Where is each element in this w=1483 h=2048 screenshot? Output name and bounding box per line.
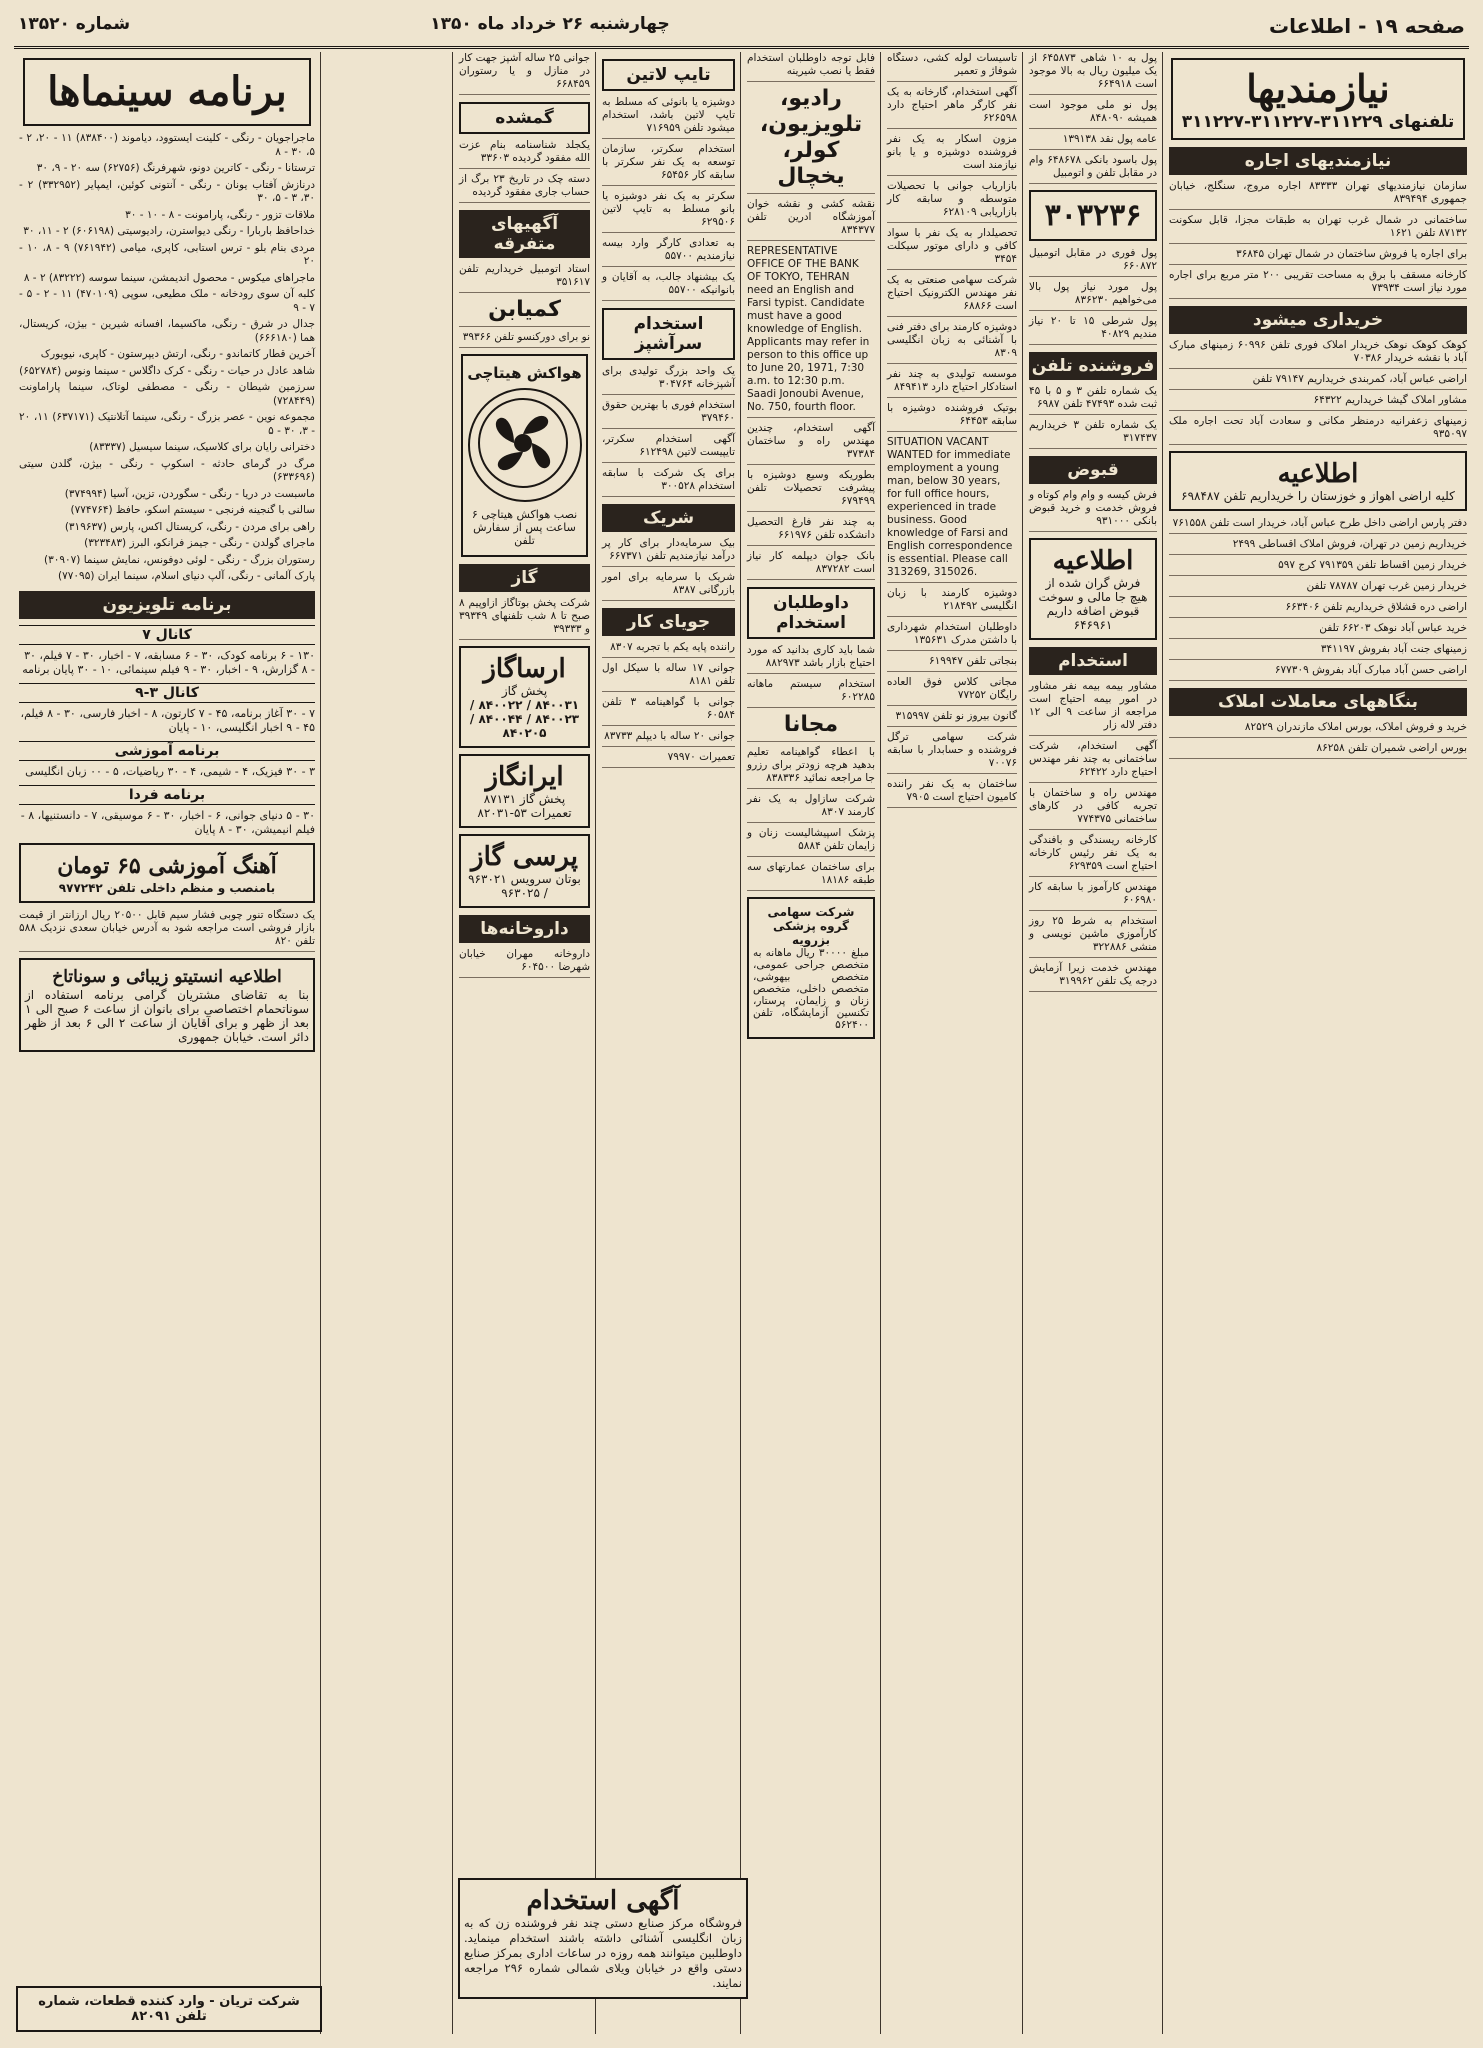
ad-item: برای یک شرکت با سابقه استخدام ۳۰۰۵۲۸ bbox=[602, 467, 735, 497]
ad-item: دوشیزه کارمند با زبان انگلیسی ۲۱۸۴۹۲ bbox=[887, 587, 1017, 617]
arsagaz-phones: ۸۴۰۰۳۱ / ۸۴۰۰۲۲ / ۸۴۰۰۲۳ / ۸۴۰۰۴۴ / ۸۴۰۲۰۵ bbox=[469, 698, 580, 740]
classifieds-title-box bbox=[1171, 58, 1465, 140]
ad-item: مجانی کلاس فوق العاده رایگان ۷۷۲۵۲ bbox=[887, 676, 1017, 706]
ad-item: مهندس خدمت زیرا آزمایش درجه یک تلفن ۳۱۹۹۶۲ bbox=[1029, 962, 1157, 992]
ad-item: تأسیسات لوله کشی، دستگاه شوفاژ و تعمیر bbox=[887, 52, 1017, 82]
ad-item: به تعدادی کارگر وارد بیسه نیازمندیم ۵۵۷۰۰ bbox=[602, 237, 735, 267]
cinema-item: ماجرای گولدن - رنگی - جیمز فرانکو، البرز (۳۲۳۴۸۳) bbox=[84, 537, 315, 549]
ad-item: مشاور املاک گیشا خریداریم ۶۴۳۲۲ bbox=[1169, 394, 1467, 411]
footer-company-ad: شرکت تریان - وارد کننده قطعات، شماره تلفن ۸۲۰۹۱ bbox=[16, 1986, 322, 2032]
cinema-item: شاهد عادل در حیات - رنگی - کرک داگلاس - سینما ونوس (۶۵۲۷۸۴) bbox=[19, 364, 315, 377]
arsagaz-ad bbox=[459, 646, 590, 748]
ad-item: نو برای دورکنسو تلفن ۳۹۳۶۶ bbox=[459, 331, 590, 348]
beauty-institute-ad bbox=[19, 958, 315, 1052]
persigaz-subtitle: بوتان سرویس ۹۶۳۰۲۱ / ۹۶۳۰۲۵ bbox=[468, 872, 581, 900]
ad-item: کارخانه مسقف با برق به مساحت تقریبی ۲۰۰ متر مربع برای اجاره مورد نیاز است ۷۳۹۳۴ bbox=[1169, 269, 1467, 299]
ad-item: موسسه تولیدی به چند نفر استادکار احتیاج دارد ۸۴۹۴۱۳ bbox=[887, 368, 1017, 398]
ad-item: پول به ۱۰ شاهی ۶۴۵۸۷۳ از یک میلیون ریال به بالا موجود است ۶۶۴۹۱۸ bbox=[1029, 52, 1157, 95]
ad-item: استخدام سیستم ماهانه ۶۰۲۲۸۵ bbox=[747, 678, 875, 708]
ad-item: آگهی استخدام، شرکت ساختمانی به چند نفر مهندس احتیاج دارد ۶۲۴۲۲ bbox=[1029, 740, 1157, 783]
ad-item: اراضی حسن آباد مبارک آباد بفروش ۶۷۷۳۰۹ bbox=[1169, 664, 1467, 681]
cinema-item: راهی برای مردن - رنگی، کریستال اکس، پارس (۳۱۹۶۳۷) bbox=[64, 520, 315, 533]
ad-item: بنجاتی تلفن ۶۱۹۹۴۷ bbox=[887, 655, 1017, 672]
ad-item: به چند نفر فارغ التحصیل دانشکده تلفن ۶۶۱۹۷۶ bbox=[747, 516, 875, 546]
ad-item: بانک جوان دیپلمه کار نیاز است ۸۳۷۲۸۲ bbox=[747, 550, 875, 580]
ad-item: جوانی ۱۷ ساله با سیکل اول تلفن ۸۱۸۱ bbox=[602, 662, 735, 692]
section-hire: استخدام bbox=[1029, 647, 1157, 675]
ad-item: پول نو ملی موجود است همیشه ۸۴۸۰۹۰ bbox=[1029, 99, 1157, 129]
ad-item: داروخانه مهران خیابان شهرضا ۶۰۴۵۰۰ bbox=[459, 948, 590, 978]
cinema-item: پارک آلمانی - رنگی، آلپ دنیای اسلام، سینما ایران (۷۷۰۹۵) bbox=[58, 570, 315, 582]
big-number-ad bbox=[1029, 190, 1157, 241]
persigaz-title: پرسی گاز bbox=[471, 842, 578, 872]
cinema-item: مرگ در گرمای حادثه - اسکوپ - رنگی - بیژن، گلدن سیتی (۶۳۳۶۹۶) bbox=[19, 457, 315, 483]
irangaz-ad bbox=[459, 754, 590, 828]
ad-item: کارخانه ریسندگی و بافندگی به یک نفر رئیس کارخانه احتیاج است ۶۲۹۳۵۹ bbox=[1029, 834, 1157, 877]
column-divider bbox=[880, 52, 881, 2034]
persigaz-ad bbox=[459, 834, 590, 908]
cinema-title: برنامه سینماها bbox=[23, 58, 311, 126]
ad-headline: مجانا bbox=[783, 712, 839, 737]
ad-item: یک شماره تلفن ۳ و ۵ با ۴۵ ثبت شده ۴۷۴۹۳ تلفن ۶۹۸۷ bbox=[1029, 385, 1157, 415]
section-volunteers: داوطلبان استخدام bbox=[747, 587, 875, 639]
ad-item: خریداریم زمین در تهران، فروش املاک اقساطی ۲۴۹۹ bbox=[1169, 538, 1467, 555]
cinema-item: مردی بنام بلو - ترس استابی، کاپری، میامی (۷۶۱۹۴۲) ۹ - ۸، ۱۰ - ۲۰ bbox=[19, 241, 315, 267]
ad-item bbox=[459, 297, 590, 327]
ad-item: مشاور بیمه بیمه نفر مشاور در امور بیمه احتیاج است مراجعه از ساعت ۹ الی ۱۲ دفتر لاله زار bbox=[1029, 680, 1157, 736]
ad-item: پول باسود بانکی ۶۴۸۶۷۸ وام در مقابل تلفن و اتومبیل bbox=[1029, 154, 1157, 184]
hitachi-subtitle: نصب هواکش هیتاچی ۶ ساعت پس از سفارش تلفن bbox=[471, 508, 578, 547]
medical-group-title: شرکت سهامی گروه پزشکی بزرویه bbox=[767, 905, 855, 947]
cinema-listings bbox=[19, 132, 315, 584]
ad-item: شرکت سازاول به یک نفر کارمند ۸۳۰۷ bbox=[747, 793, 875, 823]
page-header-right: صفحه ۱۹ - اطلاعات bbox=[1268, 14, 1465, 38]
section-pharmacy: داروخانه‌ها bbox=[459, 915, 590, 943]
hitachi-brand: هواکش هیتاچی bbox=[467, 364, 582, 382]
tv-education-text: ۳ - ۳۰ فیزیک، ۴ - شیمی، ۴ - ۳۰ ریاضیات، ۵ - ۰۰ زبان انگلیسی bbox=[25, 764, 315, 778]
cinema-item: مجموعه نوین - عصر بزرگ - رنگی، سینما آتلانتیک (۶۳۷۱۷۱) ۱۱، ۲۰ - ۳، ۳۰ - ۵ bbox=[19, 411, 316, 437]
hitachi-fan-ad bbox=[461, 354, 588, 557]
cinema-item: آخرین قطار کاتماندو - رنگی، ارتش دیپرستون - کاپری، نیویورک bbox=[40, 348, 315, 360]
ad-item: بورس اراضی شمیران تلفن ۸۶۲۵۸ bbox=[1169, 742, 1467, 759]
section-phone-sale: فروشنده تلفن bbox=[1029, 352, 1157, 380]
column-classifieds-header bbox=[1164, 52, 1472, 2034]
column-divider bbox=[740, 52, 741, 2034]
cinema-item: ملاقات تزور - رنگی، پارامونت - ۸ - ۱۰ - ۳۰ bbox=[125, 208, 315, 221]
handicraft-hire-text: فروشگاه مرکز صنایع دستی چند نفر فروشنده زن که به زبان انگلیسی آشنائی داشته باشند استخدام مینماید. داوطلبین میتوانند همه روزه در ساعات اداری بمرکز صنایع دستی واقع در خیابان ویلای شمالی شماره ۲۹۶ مراجعه نمایند. bbox=[464, 1916, 742, 1990]
ad-item: دفتر پارس اراضی داخل طرح عباس آباد، خریدار است تلفن ۷۶۱۵۵۸ bbox=[1169, 517, 1467, 534]
ad-item: فرش کیسه و وام وام کوتاه و فروش خدمت و خرید قبوض بانکی ۹۳۱۰۰۰ bbox=[1029, 489, 1157, 532]
ad-item: جوانی ۲۰ ساله با دیپلم ۸۳۷۳۳ bbox=[602, 730, 735, 747]
ad-item: استخدام فوری با بهترین حقوق ۳۷۹۴۶۰ bbox=[602, 399, 735, 429]
column-misc-gas bbox=[454, 52, 595, 2034]
header-rule bbox=[14, 46, 1469, 49]
section-receipts: قبوض bbox=[1029, 456, 1157, 484]
ad-item: عامه پول نقد ۱۳۹۱۳۸ bbox=[1029, 133, 1157, 150]
ad-item: بیک سرمایه‌دار برای کار پر درآمد نیازمندیم تلفن ۶۶۷۳۷۱ bbox=[602, 537, 735, 567]
column-volunteers bbox=[742, 52, 880, 2034]
section-job-seekers: جویای کار bbox=[602, 608, 735, 636]
ad-item: تحصیلدار به یک نفر با سواد کافی و دارای موتور سیکلت ۳۴۵۴ bbox=[887, 227, 1017, 270]
section-gas: گاز bbox=[459, 564, 590, 592]
ad-item: تعمیرات ۷۹۹۷۰ bbox=[602, 751, 735, 768]
column-divider bbox=[452, 52, 453, 2034]
cinema-item: جدال در شرق - رنگی، ماکسیما، افسانه شیرین - بیژن، کریستال، هما (۶۶۶۱۸۰) bbox=[19, 318, 315, 344]
ad-item: داوطلبان استخدام شهرداری با داشتن مدرک ۱۳۵۶۳۱ bbox=[887, 621, 1017, 651]
cinema-item: سالنی با گنجینه فرنجی - سیستم اسکو، حافظ (۷۷۴۷۶۴) bbox=[70, 504, 315, 516]
ad-item: استخدام سکرتر، سازمان توسعه به یک نفر سکرتر با سابقه کار ۶۵۴۵۶ bbox=[602, 143, 735, 186]
beauty-institute-title: اطلاعیه انستیتو زیبائی و سوناتاخ bbox=[52, 966, 282, 987]
cinema-item: درنازش آفتاب یونان - رنگی - آنتونی کوئین، ایمپایر (۳۳۲۹۵۲) ۲ - ۳۰، ۳ - ۵، ۳۰ bbox=[19, 178, 315, 204]
info-box bbox=[1029, 538, 1157, 640]
page-header-issue: شماره ۱۳۵۲۰ bbox=[18, 14, 131, 34]
column-divider bbox=[320, 52, 321, 2034]
ad-item: یکجلد شناسنامه بنام عزت الله مفقود گردیده ۳۳۶۰۳ bbox=[459, 139, 590, 169]
ad-item: شما باید کاری بدانید که مورد احتیاج بازار باشد ۸۸۲۹۷۳ bbox=[747, 644, 875, 674]
ad-item: یک شماره تلفن ۳ خریداریم ۳۱۷۴۳۷ bbox=[1029, 419, 1157, 449]
ad-item: مزون اسکار به یک نفر فروشنده دوشیزه و یا بانو نیازمند است bbox=[887, 133, 1017, 176]
ad-item: آگهی استخدام، گارخانه به یک نفر کارگر ماهر احتیاج دارد ۶۲۶۵۹۸ bbox=[887, 86, 1017, 129]
ad-item: دسته چک در تاریخ ۲۳ برگ از حساب جاری مفقود گردیده bbox=[459, 173, 590, 203]
ad-item: زمینهای جنت آباد بفروش ۳۴۱۱۹۷ bbox=[1169, 643, 1467, 660]
ad-headline: کمیابن bbox=[488, 297, 561, 322]
ad-item: سازمان نیازمندیهای تهران ۸۳۳۳۳ اجاره مروج، سنگلج، خیابان جمهوری ۸۳۹۴۹۴ bbox=[1169, 180, 1467, 210]
ad-item: پول فوری در مقابل اتومبیل ۶۶۰۸۷۲ bbox=[1029, 247, 1157, 277]
ad-item: یک دستگاه تنور چوبی فشار سیم قابل ۲۰۵۰۰ ریال ارزانتر از قیمت بازار فروشی است مراجعه شود به آدرس خیابان سعدی نزدیک ۵۸۸ تلفن ۸۲۰ bbox=[19, 909, 315, 952]
cinema-item: سرزمین شیطان - رنگی - مصطفی لوتاک، سینما پاراماونت (۷۲۸۴۴۹) bbox=[19, 381, 315, 407]
column-cinema-tv bbox=[14, 52, 320, 2034]
section-misc: آگهیهای متفرقه bbox=[459, 210, 590, 258]
radio-tomorrow: برنامه فردا bbox=[19, 785, 315, 805]
ad-item: آگهی استخدام، چندین مهندس راه و ساختمان ۳۷۳۸۴ bbox=[747, 422, 875, 465]
info-title: اطلاعیه bbox=[1052, 546, 1134, 576]
radio-tomorrow-text: ۳۰ - ۵ دنیای جوانی، ۶ - اخبار، ۳۰ - ۶ موسیقی، ۷ - دانستنیها، ۸ - فیلم انیمیشن، ۳۰ - ۸ پایان bbox=[20, 808, 315, 836]
ad-item: بطوریکه وسیع دوشیزه با پیشرفت تحصیلات تلفن ۶۷۹۴۹۹ bbox=[747, 469, 875, 512]
handicraft-hire-title: آگهی استخدام bbox=[526, 1886, 680, 1916]
ad-item: خریدار زمین غرب تهران ۷۸۷۸۷ تلفن bbox=[1169, 580, 1467, 597]
tv-channel-3-text: ۷ - ۳۰ آغاز برنامه، ۴۵ - ۷ کارتون، ۸ - اخبار فارسی، ۳۰ - ۸ فیلم، ۴۵ - ۹ اخبار انگلیسی، ۱۰ - پایان bbox=[20, 706, 315, 734]
ad-item: فابل توجه داوطلبان استخدام فقط یا نصب شیرینه bbox=[747, 52, 875, 82]
english-ad-bank-of-tokyo: REPRESENTATIVE OFFICE OF THE BANK OF TOKYO, TEHRAN need an English and Farsi typist. Candidate must have a good knowledge of English. Applicants may refer in person to this office up to June 20, 1971, 7:30 a.m. to 12:30 p.m. Saadi Jonoubi Avenue, No. 750, fourth floor. bbox=[747, 245, 875, 418]
column-money-hire bbox=[1024, 52, 1162, 2034]
ad-item: پزشک اسپیشالیست زنان و زایمان تلفن ۵۸۸۴ bbox=[747, 827, 875, 857]
classifieds-title: نیازمندیها bbox=[1246, 66, 1390, 111]
ad-item: راننده پایه یکم با تجربه ۸۳۰۷ bbox=[602, 641, 735, 658]
ad-item: بوتیک فروشنده دوشیزه با سابقه ۶۴۴۵۳ bbox=[887, 402, 1017, 432]
ad-item: ساختمان به یک نفر راننده کامیون احتیاج است ۷۹۰۵ bbox=[887, 778, 1017, 808]
ad-item: مهندس کارآموز با سابقه کار ۶۰۶۹۸۰ bbox=[1029, 881, 1157, 911]
ad-item: خریدار زمین اقساط تلفن ۷۹۱۳۵۹ کرج ۵۹۷ bbox=[1169, 559, 1467, 576]
ad-item: برای ساختمان عمارتهای سه طبقه ۱۸۱۸۶ bbox=[747, 861, 875, 891]
tv-channel-7-text: ۱۳۰ - ۶ برنامه کودک، ۳۰ - ۶ مسابقه، ۷ - اخبار، ۳۰ - ۷ فیلم، ۳۰ - ۸ گزارش، ۹ - اخبار، ۳۰ - ۹ فیلم سینمائی، ۱۰ - ۳۰ پایان برنامه bbox=[22, 648, 315, 676]
tv-section-title: برنامه تلویزیون bbox=[19, 591, 315, 619]
classifieds-phones: تلفنهای ۳۱۱۲۲۹-۳۱۱۲۲۷-۳۱۱۲۲۷ bbox=[1181, 112, 1455, 132]
handicraft-hire-ad bbox=[458, 1878, 748, 1999]
info-text: کلیه اراضی اهواز و خوزستان را خریداریم تلفن ۶۹۸۴۸۷ bbox=[1181, 489, 1455, 503]
ad-item: شریک با سرمایه برای امور بازرگانی ۸۳۸۷ bbox=[602, 571, 735, 601]
tv-education: برنامه آموزشی bbox=[19, 741, 315, 761]
education-ad-phone: بامنصب و منظم داخلی تلفن ۹۷۷۲۴۲ bbox=[58, 880, 276, 895]
section-real-estate: بنگاههای معاملات املاک bbox=[1169, 688, 1467, 716]
ad-item: برای اجاره یا فروش ساختمان در شمال تهران ۳۶۸۴۵ bbox=[1169, 248, 1467, 265]
big-number: ۳۰۳۲۳۶ bbox=[1044, 198, 1142, 233]
medical-group-ad bbox=[747, 897, 875, 1039]
ad-item: جوانی با گواهینامه ۳ تلفن ۶۰۵۸۴ bbox=[602, 696, 735, 726]
tv-channel-7: کانال ۷ bbox=[19, 625, 315, 645]
column-divider bbox=[1162, 52, 1163, 2034]
ad-item: اراضی عباس آباد، کمربندی خریداریم ۷۹۱۴۷ تلفن bbox=[1169, 373, 1467, 390]
page-header-date: چهارشنبه ۲۶ خرداد ماه ۱۳۵۰ bbox=[430, 14, 670, 34]
fan-icon bbox=[468, 388, 582, 502]
ad-headline: رادیو، تلویزیون، کولر، یخچال bbox=[759, 86, 863, 189]
tv-channel-3: کانال ۳-۹ bbox=[19, 683, 315, 703]
cinema-item: دخترانی رایان برای کلاسیک، سینما سیسیل (۸۳۳۳۷) bbox=[89, 441, 315, 453]
cinema-item: ماجراهای میکوس - محصول اندیمشن، سینما سوسه (۸۳۲۲۲) ۲ - ۸ bbox=[23, 271, 315, 284]
column-divider bbox=[595, 52, 596, 2034]
ad-item: یک واحد بزرگ تولیدی برای آشپزخانه ۳۰۴۷۶۴ bbox=[602, 365, 735, 395]
cinema-item: خداحافظ باربارا - رنگی دیواسترن، رادیوسیتی (۶۰۶۱۹۸) ۲ - ۱۱، ۳۰ bbox=[23, 225, 315, 237]
tv-schedule bbox=[19, 625, 315, 837]
arsagaz-title: ارساگاز bbox=[483, 654, 566, 684]
ad-item: کوهک کوهک نوهک خریدار املاک فوری تلفن ۶۰۹۹۶ زمینهای مبارک آباد با نقشه خریدار ۷۰۳۸۶ bbox=[1169, 339, 1467, 369]
section-buy: خریداری میشود bbox=[1169, 306, 1467, 334]
section-chef: استخدام سرآشپز bbox=[602, 308, 735, 360]
ad-item: شرکت سهامی ترگل فروشنده و حسابدار با سابقه ۷۰۰۷۶ bbox=[887, 731, 1017, 774]
ad-item: خرید و فروش املاک، بورس املاک مازندران ۸۲۵۲۹ bbox=[1169, 721, 1467, 738]
section-latin-typist: تایپ لاتین bbox=[602, 59, 735, 91]
info-title: اطلاعیه bbox=[1277, 459, 1359, 489]
ad-item: پول شرطی ۱۵ تا ۲۰ نیاز مندیم ۴۰۸۲۹ bbox=[1029, 315, 1157, 345]
ad-item: مهندس راه و ساختمان با تجربه کافی در کارهای ساختمانی ۷۷۴۳۷۵ bbox=[1029, 787, 1157, 830]
cinema-item: ترستانا - رنگی - کاترین دونو، شهرفرنگ (۶۲۷۵۶) سه ۲۰ - ۹، ۳۰ bbox=[36, 162, 315, 174]
cinema-item: ماجراجویان - رنگی - کلینت ایستوود، دیاموند (۸۳۸۴۰۰) ۱۱ - ۲۰، ۲ - ۵، ۳۰ - ۸ bbox=[19, 132, 315, 158]
ad-item: سکرتر به یک نفر دوشیزه یا بانو مسلط به تایپ لاتین ۶۲۹۵۰۶ bbox=[602, 190, 735, 233]
irangaz-subtitle: پخش گاز ۸۷۱۳۱ تعمیرات ۵۳-۸۲۰۳۱ bbox=[477, 792, 572, 820]
column-typist-chef bbox=[597, 52, 740, 2034]
column-hire bbox=[882, 52, 1022, 2034]
section-lost: گمشده bbox=[459, 102, 590, 134]
ad-item: گانون بیروز نو تلفن ۳۱۵۹۹۷ bbox=[887, 710, 1017, 727]
section-partner: شریک bbox=[602, 504, 735, 532]
education-ad-title: آهنگ آموزشی ۶۵ تومان bbox=[57, 852, 277, 879]
ad-item: آگهی استخدام سکرتر، تایپیست لاتین ۶۱۲۴۹۸ bbox=[602, 433, 735, 463]
ad-item: شرکت سهامی صنعتی به یک نفر مهندس الکترونیک احتیاج است ۶۸۸۶۶ bbox=[887, 274, 1017, 317]
ad-item: استاد اتومبیل خریداریم تلفن ۳۵۱۶۱۷ bbox=[459, 263, 590, 293]
section-rent: نیازمندیهای اجاره bbox=[1169, 147, 1467, 175]
ad-item: اراضی دره قشلاق خریداریم تلفن ۶۶۳۴۰۶ bbox=[1169, 601, 1467, 618]
ad-item: با اعطاء گواهینامه تعلیم بدهید هرچه زودتر برای رزرو جا مراجعه نمائید ۸۳۸۳۳۶ bbox=[747, 746, 875, 789]
ad-item: بازاریاب جوانی با تحصیلات متوسطه و سابقه کار بازاریابی ۶۲۸۱۰۹ bbox=[887, 180, 1017, 223]
info-text: فرش گران شده از هیچ جا مالی و سوخت قبوض اضافه داریم ۶۴۶۹۶۱ bbox=[1038, 576, 1148, 632]
ad-item: نقشه کشی و نقشه خوان آموزشگاه ادرین تلفن ۸۳۴۳۷۷ bbox=[747, 198, 875, 241]
english-ad-situation-vacant: SITUATION VACANT WANTED for immediate employment a young man, below 30 years, for full office hours, experienced in trade business. Good knowledge of Farsi and English correspondence is essential. Please call 313269, 315026. bbox=[887, 436, 1017, 583]
beauty-institute-text: بنا به تقاضای مشتریان گرامی برنامه استفاده از سوناتحمام اختصاصی برای بانوان از ساعت ۶ صبح الی ۱ بعد از ظهر و برای آقایان از ساعت ۲ الی ۶ بعد از ظهر دائر است. خیابان جمهوری bbox=[25, 987, 310, 1044]
info-box bbox=[1169, 451, 1467, 511]
arsagaz-subtitle: پخش گاز bbox=[501, 684, 548, 698]
ad-item: خرید عباس آباد نوهک ۶۶۲۰۳ تلفن bbox=[1169, 622, 1467, 639]
ad-item: دوشیزه کارمند برای دفتر فنی با آشنائی به زبان انگلیسی ۸۳۰۹ bbox=[887, 321, 1017, 364]
ad-item: ساختمانی در شمال غرب تهران به طبقات مجزا، قابل سکونت ۸۷۱۳۲ تلفن ۱۶۲۱ bbox=[1169, 214, 1467, 244]
ad-item: پول مورد نیاز پول بالا می‌خواهیم ۸۳۶۲۳۰ bbox=[1029, 281, 1157, 311]
cinema-item: ماسبست در دریا - رنگی - سگوردن، تزین، آسیا (۳۷۴۹۹۴) bbox=[64, 487, 315, 500]
irangaz-title: ایرانگاز bbox=[485, 762, 564, 792]
cinema-item: رستوران بزرگ - رنگی - لوئی دوفونس، نمایش سینما (۳۰۹۰۷) bbox=[43, 553, 315, 566]
education-ad bbox=[19, 843, 315, 903]
ad-item: استخدام به شرط ۲۵ روز کارآموزی ماشین نویسی و منشی ۳۲۲۸۸۶ bbox=[1029, 915, 1157, 958]
column-divider bbox=[1022, 52, 1023, 2034]
cinema-item: کلبه آن سوی رودخانه - ملک مطیعی، سوپی (۴۷۰۱۰۹) ۱۱ - ۲ - ۵ - ۷ - ۹ bbox=[19, 288, 316, 314]
ad-item: جوانی ۲۵ ساله آشپز جهت کار در منازل و یا رستوران ۶۶۸۴۵۹ bbox=[459, 52, 590, 95]
ad-item: زمینهای زعفرانیه درمنظر مکانی و سعادت آباد تحت اجاره ملک ۹۳۵۰۹۷ bbox=[1169, 415, 1467, 445]
medical-group-text: مبلغ ۳۰۰۰۰ ریال ماهانه به متخصص جراحی عمومی، متخصص بیهوشی، متخصص داخلی، متخصص زنان و زایمان، پرستار، تکنسین آزمایشگاه، تلفن ۵۶۲۴۰۰ bbox=[753, 947, 869, 1031]
ad-item: دوشیزه یا بانوئی که مسلط به تایپ لاتین باشد، استخدام میشود تلفن ۷۱۶۹۵۹ bbox=[602, 96, 735, 139]
ad-item: یک بیشنهاد جالب، به آقایان و بانوانیکه ۵۵۷۰۰ bbox=[602, 271, 735, 301]
ad-item bbox=[747, 86, 875, 194]
ad-item: شرکت پخش بوتاگاز ازاوپیم ۸ صبح تا ۸ شب تلفنهای ۳۹۳۴۹ و ۳۹۳۳۳ bbox=[459, 597, 590, 640]
ad-item bbox=[747, 712, 875, 742]
